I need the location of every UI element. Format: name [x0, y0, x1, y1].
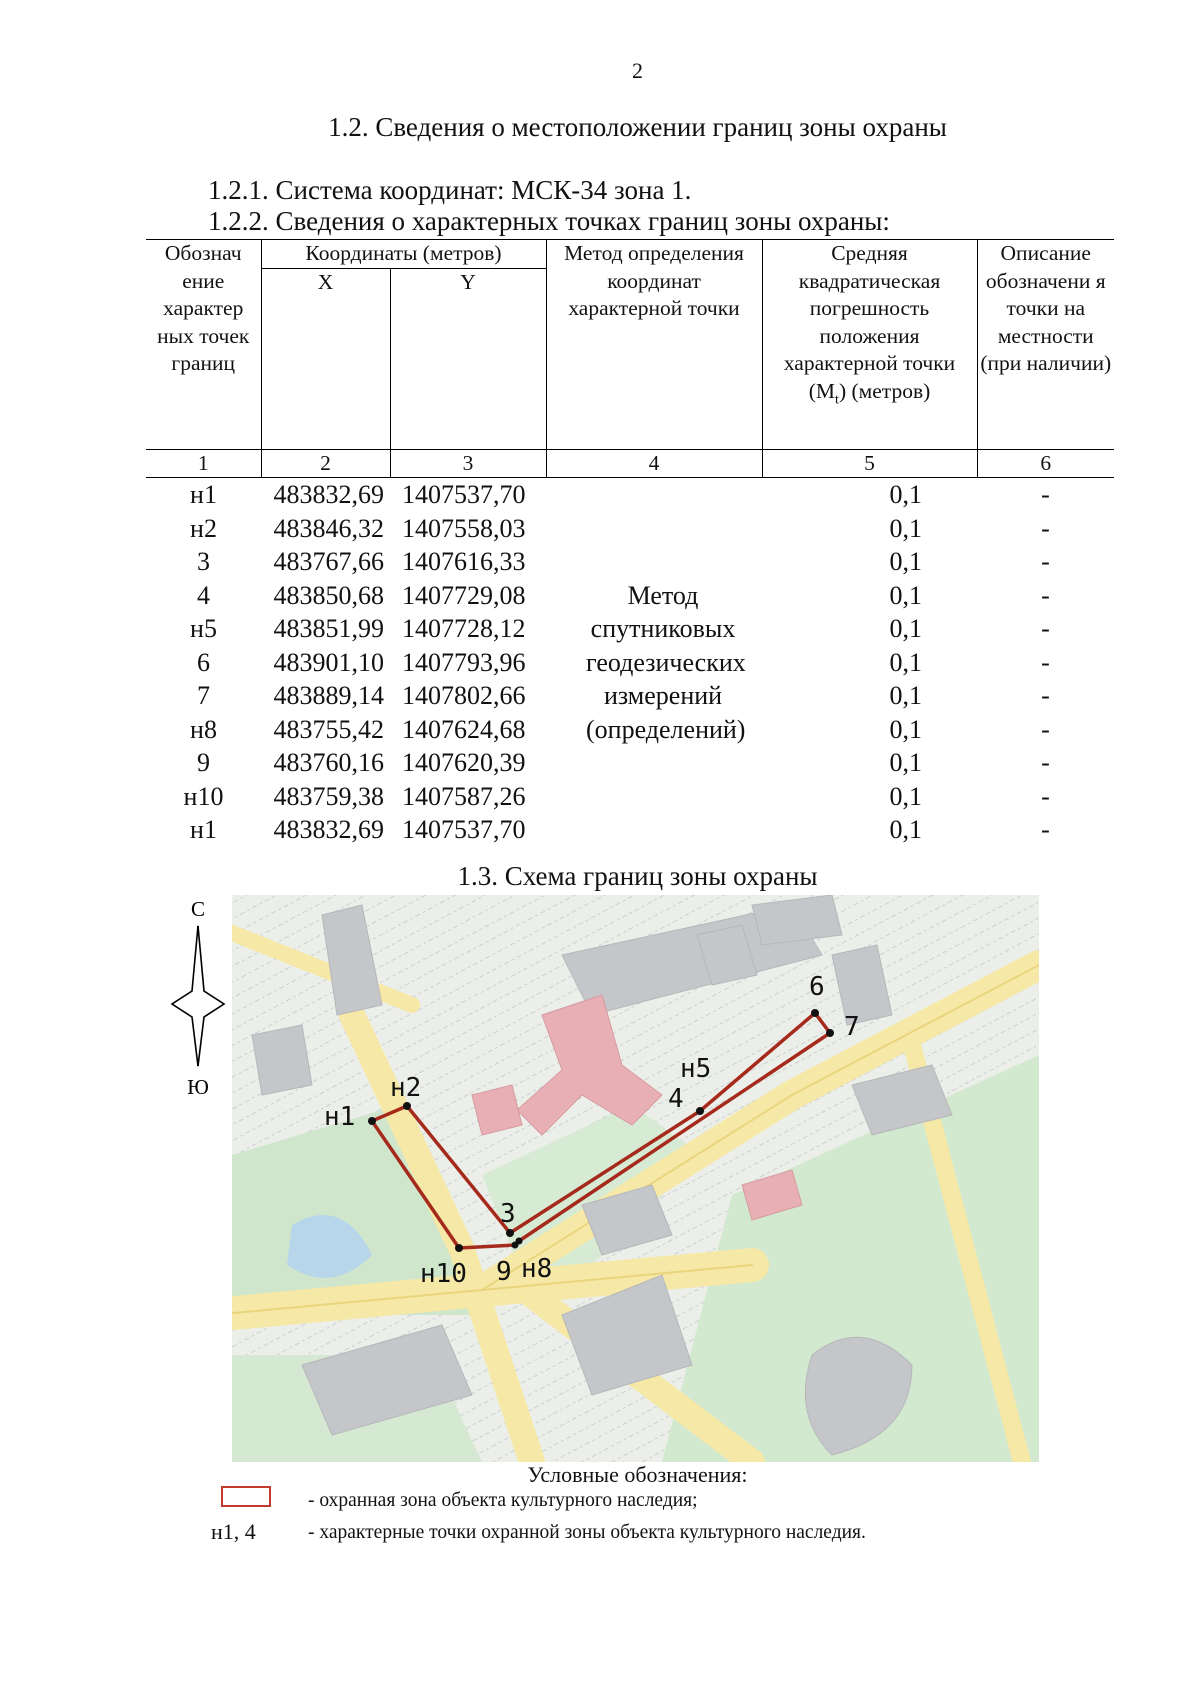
point-description: - [1041, 748, 1050, 777]
point-name: н5 [190, 614, 217, 643]
point-label-n5: н5 [680, 1054, 712, 1084]
point-error: 0,1 [889, 580, 923, 610]
point-description: - [1041, 815, 1050, 844]
column-number: 4 [546, 449, 762, 478]
point-y: 1407587,26 [402, 781, 526, 811]
point-x: 483759,38 [273, 781, 384, 811]
header-designation: Обознач ение характер ных точек границ [146, 240, 261, 450]
point-y: 1407537,70 [402, 480, 526, 509]
point-label-7: 7 [844, 1012, 860, 1042]
point-y: 1407793,96 [402, 647, 526, 677]
point-error: 0,1 [889, 547, 923, 576]
header-error [762, 240, 977, 450]
point-label-6: 6 [809, 972, 825, 1002]
legend-title: Условные обозначения: [527, 1462, 748, 1487]
point-description: - [1041, 480, 1050, 509]
point-y: 1407620,39 [402, 748, 526, 777]
point-x: 483901,10 [273, 647, 384, 677]
scheme-title: 1.3. Схема границ зоны охраны [457, 861, 818, 891]
point-error: 0,1 [889, 815, 923, 844]
point-label-4: 4 [668, 1084, 684, 1114]
point-x: 483755,42 [273, 714, 384, 744]
header-x: X [261, 268, 390, 449]
point-description: - [1041, 513, 1050, 543]
column-number: 6 [977, 449, 1114, 478]
point-name: н1 [190, 815, 217, 844]
point-x: 483767,66 [273, 547, 384, 576]
legend-points-label: - характерные точки охранной зоны объекта культурного наследия. [308, 1522, 866, 1543]
column-number: 3 [390, 449, 546, 478]
point-y: 1407537,70 [402, 815, 526, 844]
point-y: 1407624,68 [402, 714, 526, 744]
point-y: 1407616,33 [402, 547, 526, 576]
column-number: 1 [146, 449, 261, 478]
point-x: 483832,69 [273, 480, 384, 509]
point-description: - [1041, 614, 1050, 643]
point-label-n10: н10 [420, 1259, 467, 1289]
point-name: н2 [190, 513, 217, 543]
point-x: 483851,99 [273, 614, 384, 643]
point-y: 1407729,08 [402, 580, 526, 610]
section-title: 1.2. Сведения о местоположении границ зоны охраны [328, 112, 947, 142]
compass-south-label: Ю [187, 1075, 209, 1096]
column-number: 5 [762, 449, 977, 478]
points-heading: 1.2.2. Сведения о характерных точках границ зоны охраны: [208, 206, 890, 236]
point-description: - [1041, 714, 1050, 744]
point-error: 0,1 [889, 781, 923, 811]
point-label-3: 3 [500, 1199, 516, 1229]
point-method [546, 478, 762, 847]
point-name: 7 [197, 681, 210, 710]
point-y: 1407802,66 [402, 681, 526, 710]
point-error: 0,1 [889, 714, 923, 744]
point-x: 483889,14 [273, 681, 384, 710]
header-error-text: Средняя квадратическая погрешность положения характерной точки $(M_t)$ (метров) [783, 241, 956, 407]
coordinate-system: 1.2.1. Система координат: МСК-34 зона 1. [208, 175, 692, 205]
points-table [146, 239, 1114, 847]
legend-points-symbol: н1, 4 [211, 1519, 256, 1544]
point-y: 1407728,12 [402, 614, 526, 643]
header-method: Метод определения координат характерной точки [546, 240, 762, 450]
point-name: н10 [183, 781, 224, 811]
point-description: - [1041, 781, 1050, 811]
table-row [146, 478, 1114, 512]
point-name: н8 [190, 714, 217, 744]
point-label-n1: н1 [324, 1102, 356, 1132]
boundary-scheme-map [232, 895, 1039, 1462]
point-error: 0,1 [889, 614, 923, 643]
method-text: Метод спутниковых геодезических измерений (определений) [586, 580, 746, 744]
point-description: - [1041, 547, 1050, 576]
column-number: 2 [261, 449, 390, 478]
point-label-n8: н8 [521, 1254, 553, 1284]
point-name: 6 [197, 647, 210, 677]
point-x: 483760,16 [273, 748, 384, 777]
point-error: 0,1 [889, 748, 923, 777]
header-description: Описание обозначени я точки на местности (при наличии) [977, 240, 1114, 450]
north-arrow-icon [168, 896, 228, 1096]
point-x: 483846,32 [273, 513, 384, 543]
point-label-n2: н2 [390, 1073, 422, 1103]
point-description: - [1041, 580, 1050, 610]
point-name: н1 [190, 480, 217, 509]
header-coordinates: Координаты (метров) [261, 240, 546, 269]
point-x: 483850,68 [273, 580, 384, 610]
point-name: 4 [197, 580, 210, 610]
header-y: Y [390, 268, 546, 449]
point-error: 0,1 [889, 647, 923, 677]
point-error: 0,1 [889, 513, 923, 543]
point-name: 3 [197, 547, 210, 576]
point-y: 1407558,03 [402, 513, 526, 543]
legend-zone-label: - охранная зона объекта культурного наследия; [308, 1490, 698, 1511]
point-description: - [1041, 681, 1050, 710]
point-error: 0,1 [889, 681, 923, 710]
point-name: 9 [197, 748, 210, 777]
point-label-9: 9 [496, 1257, 512, 1287]
legend-zone-swatch [221, 1486, 271, 1507]
point-error: 0,1 [889, 480, 923, 509]
point-description: - [1041, 647, 1050, 677]
page-number: 2 [632, 58, 643, 83]
compass-north-label: С [190, 897, 206, 921]
point-x: 483832,69 [273, 815, 384, 844]
